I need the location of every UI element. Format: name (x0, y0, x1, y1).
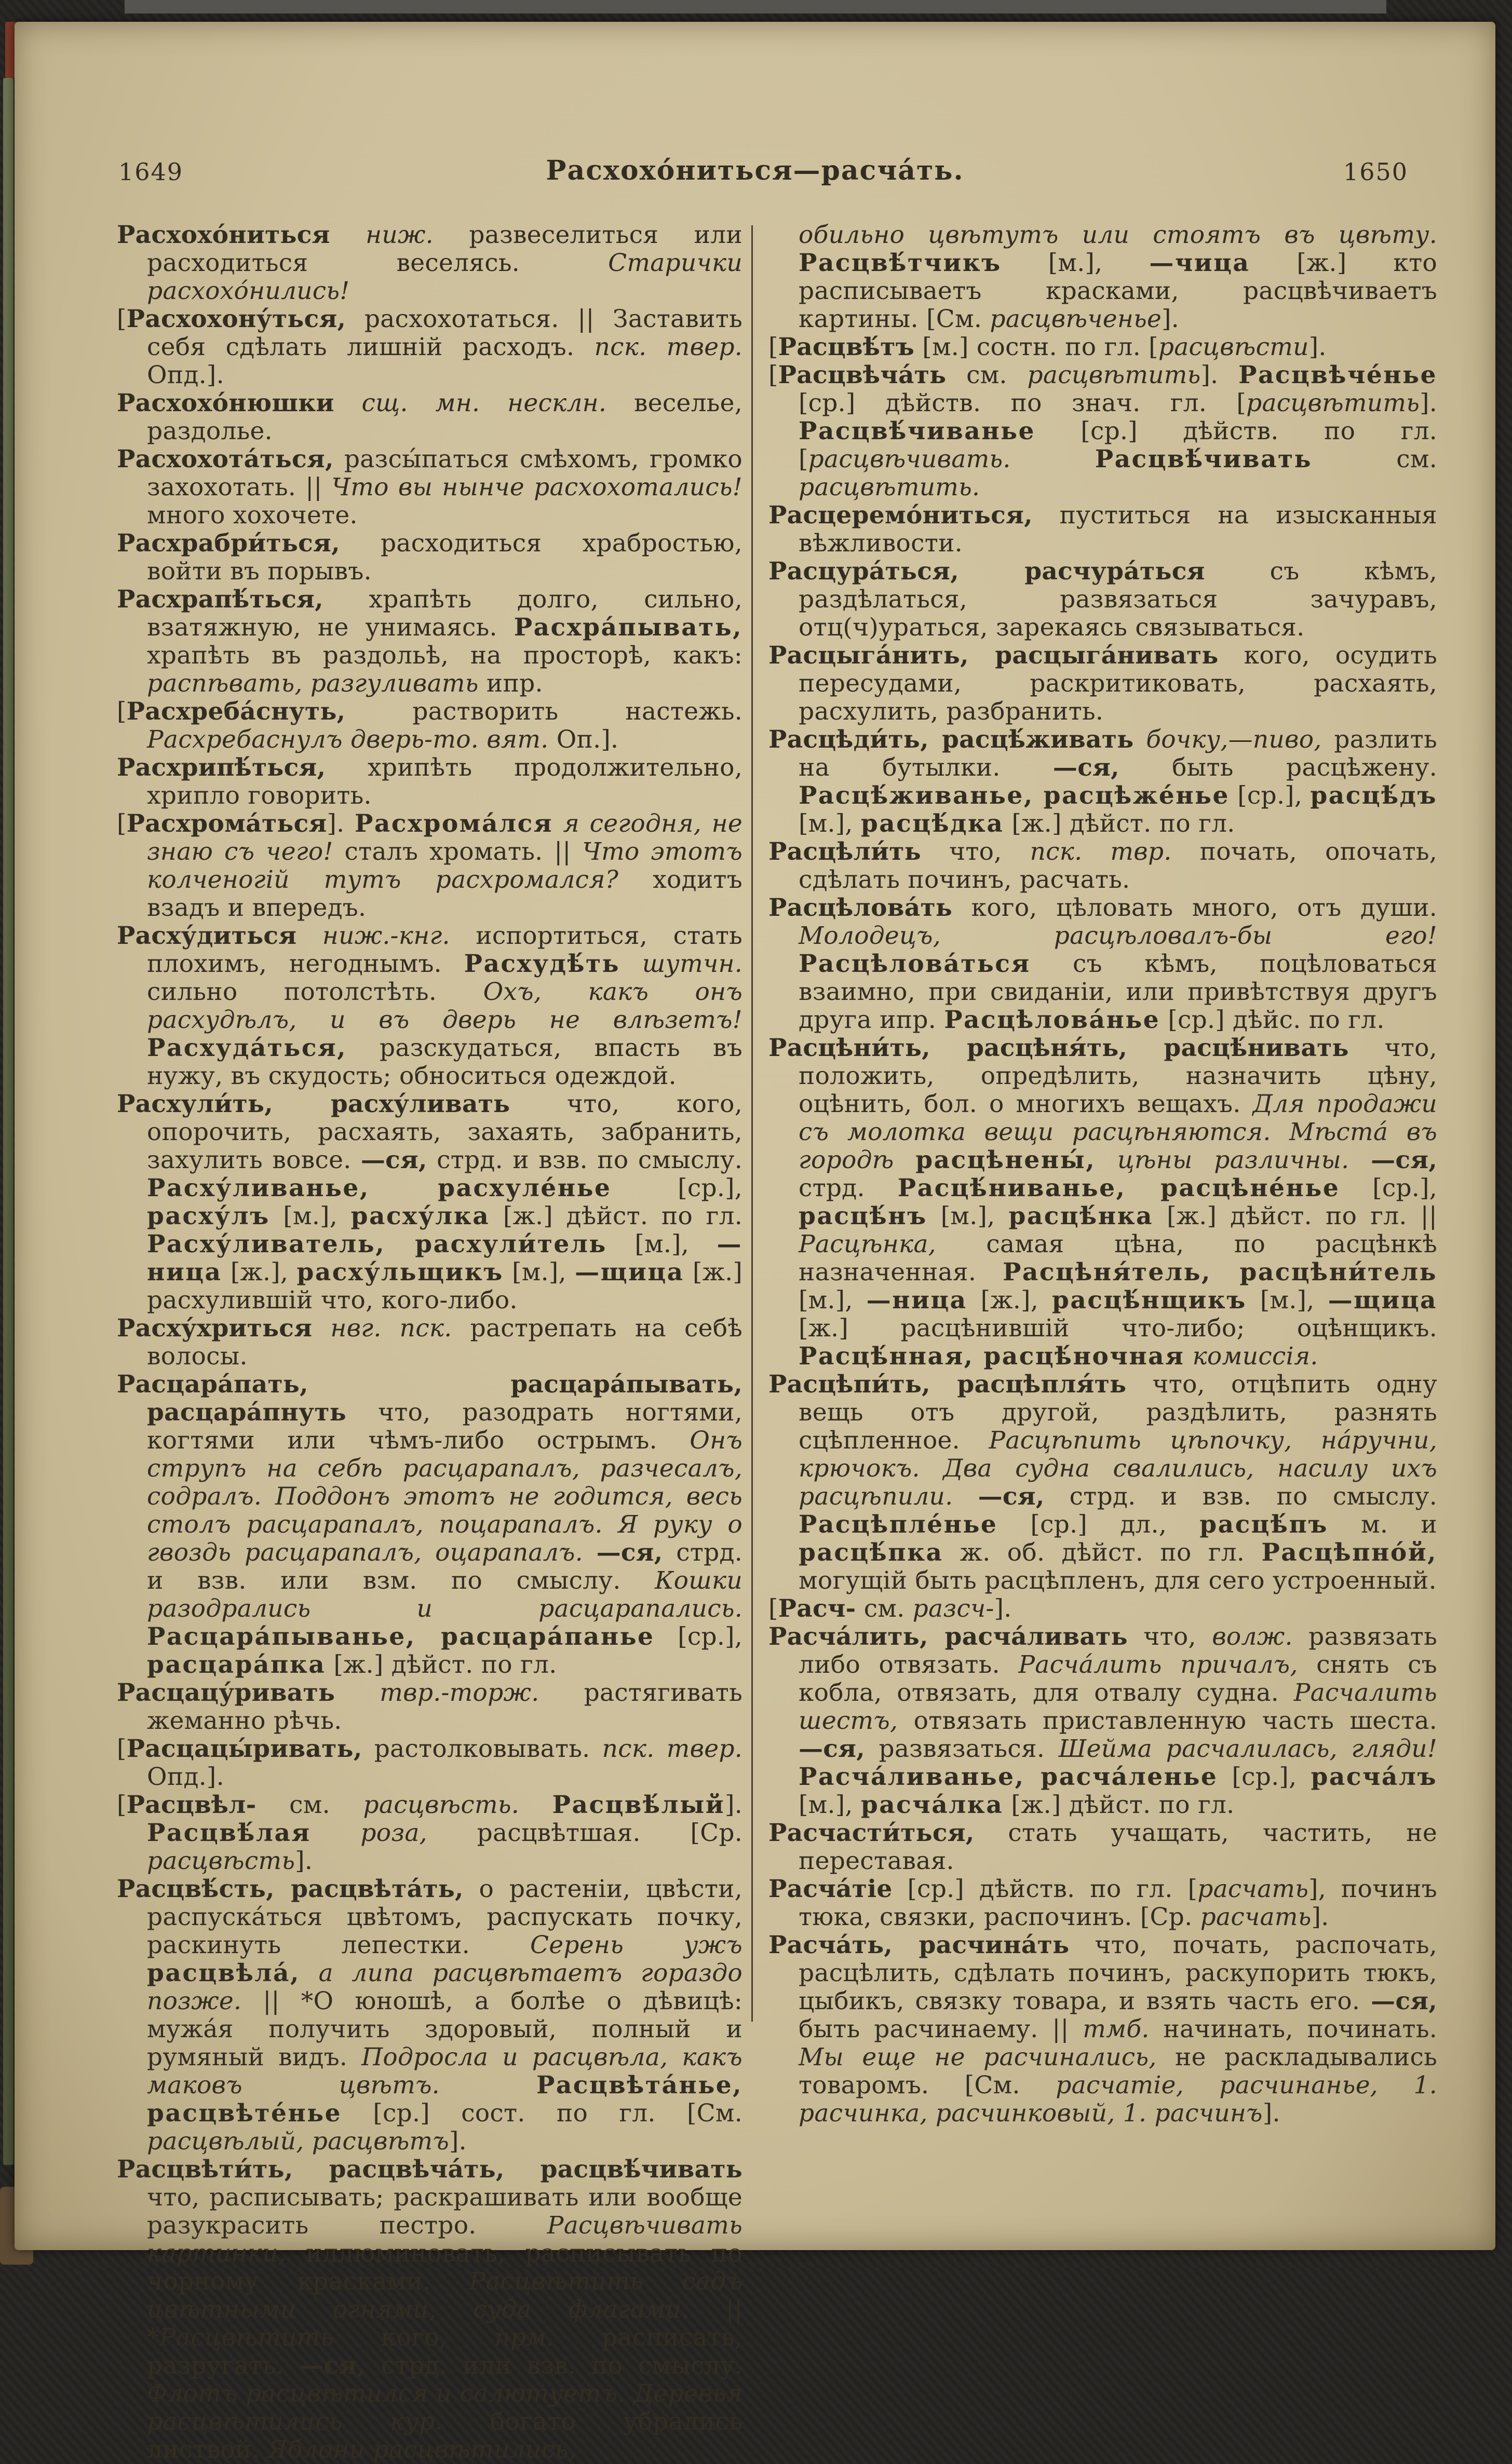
dictionary-entry: обильно цвѣтутъ или стоятъ въ цвѣту. Расцвѣ́тчикъ [м.], —чица [ж.] кто расписываетъ красками, расцвѣчиваетъ картины. [См. расцвѣченье]. (799, 221, 1438, 333)
book-spine-edge (3, 78, 14, 2165)
dictionary-entry: Расхохо́нюшки сщ. мн. несклн. веселье, раздолье. (117, 389, 743, 445)
dictionary-entry: Расцѣди́ть, расцѣ́живать бочку,—пиво, разлить на бутылки. —ся, быть расцѣжену. Расцѣ́живанье, расцѣже́нье [ср.], расцѣ́дъ [м.], расцѣ́дка [ж.] дѣйст. по гл. (768, 725, 1438, 838)
dictionary-entry: Расху́хриться нвг. пск. растрепать на себѣ волосы. (117, 1314, 743, 1371)
dictionary-entry: [Расхреба́снуть, растворить настежь. Расхребаснулъ дверь-то. вят. Оп.]. (117, 697, 743, 754)
dictionary-entry: [Расцвѣ́тъ [м.] состн. по гл. [расцвѣсти]. (768, 333, 1327, 361)
column-left (117, 221, 743, 2464)
dictionary-entry: Расцѣпи́ть, расцѣпля́ть что, отцѣпить одну вещь отъ другой, раздѣлить, разнять сцѣпленное. Расцѣпить цѣпочку, на́ручни, крючокъ. Два судна свалились, насилу ихъ расцѣпили. —ся, стрд. и взв. по смыслу. Расцѣпле́нье [ср.] дл., расцѣ́пъ м. и расцѣ́пка ж. об. дѣйст. по гл. Расцѣпно́й, могущій быть расцѣпленъ, для сего устроенный. (768, 1370, 1437, 1595)
book-edge-top (125, 0, 1386, 13)
dictionary-page (15, 22, 1495, 2464)
dictionary-entry: Расцвѣ́сть, расцвѣта́ть, о растеніи, цвѣсти, распуска́ться цвѣтомъ, распускать почку, раскинуть лепестки. Серень ужъ расцвѣла́, а липа расцвѣтаетъ гораздо позже. || *О юношѣ, а болѣе о дѣвицѣ: мужа́я получить здоровый, полный и румяный видъ. Подросла и расцвѣла, какъ маковъ цвѣтъ. Расцвѣта́нье, расцвѣте́нье [ср.] сост. по гл. [См. расцвѣлый, расцвѣтъ]. (117, 1875, 743, 2156)
dictionary-entry: Расхрапѣ́ться, храпѣть долго, сильно, взатяжную, не унимаясь. Расхра́пывать, храпѣть въ раздольѣ, на просторѣ, какъ: распѣвать, разгуливать ипр. (117, 585, 743, 698)
dictionary-entry: Расхули́ть, расху́ливать что, кого, опорочить, расхаять, захаять, забранить, захулить вовсе. —ся, стрд. и взв. по смыслу. Расху́ливанье, расхуле́нье [ср.], расху́лъ [м.], расху́лка [ж.] дѣйст. по гл. Расху́ливатель, расхули́тель [м.], —ница [ж.], расху́льщикъ [м.], —щица [ж.] расхулившій что, кого-либо. (117, 1090, 743, 1315)
dictionary-entry: Расху́диться ниж.-кнг. испортиться, стать плохимъ, негоднымъ. Расхудѣ́ть шутчн. сильно потолстѣть. Охъ, какъ онъ расхудѣлъ, и въ дверь не влѣзетъ! Расхуда́ться, разскудаться, впасть въ нужу, въ скудость; обноситься одеждой. (117, 922, 743, 1090)
dictionary-entry: Расцвѣти́ть, расцвѣча́ть, расцвѣ́чивать что, расписывать; раскрашивать или вообще разукрасить пестро. Расцвѣчивать картинки, иллюминовать, расписывать по чорному красками. Расцвѣтить садъ цвѣтными огнями, суда флагами. || *Расцвѣтить кого, прм. расписать, разругать. —ся, стрд. или взв. по смыслу. Флотъ расцвѣтился и салютуетъ. Деревья расцвѣтились кур. богато убрались листвой. Яблони расцвѣтились, (117, 2155, 743, 2464)
dictionary-entry: [Расцвѣча́ть см. расцвѣтить]. Расцвѣче́нье [ср.] дѣйств. по знач. гл. [расцвѣтить]. Расцвѣ́чиванье [ср.] дѣйств. по гл. [расцвѣчивать. Расцвѣ́чивать см. расцвѣтить. (768, 361, 1437, 502)
dictionary-entry: Расча́лить, расча́ливать что, волж. развязать либо отвязать. Расча́лить причалъ, снять съ кобла, отвязать, для отвалу судна. Расчалить шестъ, отвязать приставленную часть шеста. —ся, развязаться. Шейма расчалилась, гляди! Расча́ливанье, расча́ленье [ср.], расча́лъ [м.], расча́лка [ж.] дѣйст. по гл. (768, 1622, 1438, 1819)
running-title: Расхохо́ниться—расча́ть. (546, 155, 964, 186)
dictionary-entry: Расча́ть, расчина́ть что, почать, распочать, расцѣлить, сдѣлать починъ, раскупорить тюкъ, цыбикъ, связку товара, и взять часть его. —ся, быть расчинаему. || тмб. начинать, починать. Мы еще не расчинались, не раскладывались товаромъ. [См. расчатіе, расчинанье, 1. расчинка, расчинковый, 1. расчинъ]. (768, 1931, 1437, 2128)
dictionary-entry: [Расхохону́ться, расхохотаться. || Заставить себя сдѣлать лишній расходъ. пск. твер. Опд.]. (117, 305, 743, 389)
dictionary-entry: Расхохота́ться, разсы́паться смѣхомъ, громко захохотать. || Что вы нынче расхохотались! много хохочете. (117, 445, 743, 530)
dictionary-entry: Расцѣлова́ть кого, цѣловать много, отъ души. Молодецъ, расцѣловалъ-бы его! Расцѣлова́ться съ кѣмъ, поцѣловаться взаимно, при свиданіи, или привѣтствуя другъ друга ипр. Расцѣлова́нье [ср.] дѣйс. по гл. (768, 893, 1437, 1034)
column-divider (751, 225, 753, 2022)
dictionary-entry: Расхрабри́ться, расходиться храбростью, войти въ порывъ. (117, 529, 743, 586)
dictionary-entry: Расхохо́ниться ниж. развеселиться или расходиться веселясь. Старички расхохо́нились! (117, 221, 743, 305)
column-right (768, 221, 1437, 2128)
dictionary-entry: Расча́тіе [ср.] дѣйств. по гл. [расчать], починъ тюка, связки, распочинъ. [Ср. расчать]. (768, 1875, 1437, 1931)
page-number-right: 1650 (1343, 158, 1408, 186)
dictionary-entry: Расцура́ться, расчура́ться съ кѣмъ, раздѣлаться, развязаться зачуравъ, отц(ч)ураться, зарекаясь связываться. (768, 557, 1437, 642)
dictionary-entry: Расчасти́ться, стать учащать, частить, не переставая. (768, 1819, 1437, 1875)
page-number-left: 1649 (118, 158, 184, 186)
dictionary-entry: Расцара́пать, расцара́пывать, расцара́пнуть что, разодрать ногтями, когтями или чѣмъ-либо острымъ. Онъ струпъ на себѣ расцарапалъ, разчесалъ, содралъ. Поддонъ этотъ не годится, весь столъ расцарапалъ, поцарапалъ. Я руку о гвоздь расцарапалъ, оцарапалъ. —ся, стрд. и взв. или взм. по смыслу. Кошки разодрались и расцарапались. Расцара́пыванье, расцара́панье [ср.], расцара́пка [ж.] дѣйст. по гл. (117, 1370, 743, 1679)
dictionary-entry: Расхрипѣ́ться, хрипѣть продолжительно, хрипло говорить. (117, 753, 743, 810)
dictionary-entry: [Расч- см. разсч-]. (768, 1594, 1012, 1623)
dictionary-entry: [Расхрома́ться]. Расхрома́лся я сегодня, не знаю съ чего! сталъ хромать. || Что этотъ колченогій тутъ расхромался? ходитъ взадъ и впередъ. (117, 809, 743, 922)
dictionary-entry: [Расцвѣл- см. расцвѣсть. Расцвѣ́лый]. Расцвѣ́лая роза, расцвѣтшая. [Ср. расцвѣсть]. (117, 1791, 743, 1875)
dictionary-entry: [Расцацы́ривать, растолковывать. пск. твер. Опд.]. (117, 1735, 743, 1791)
dictionary-entry: Расцѣни́ть, расцѣня́ть, расцѣ́нивать что, положить, опредѣлить, назначить цѣну, оцѣнить, бол. о многихъ вещахъ. Для продажи съ молотка вещи расцѣняются. Мѣста́ въ городѣ расцѣнены́, цѣны различны. —ся, стрд. Расцѣ́ниванье, расцѣне́нье [ср.], расцѣ́нъ [м.], расцѣ́нка [ж.] дѣйст. по гл. || Расцѣнка, самая цѣна, по расцѣнкѣ назначенная. Расцѣня́тель, расцѣни́тель [м.], —ница [ж.], расцѣ́нщикъ [м.], —щица [ж.] расцѣнившій что-либо; оцѣнщикъ. Расцѣ́нная, расцѣ́ночная комиссія. (768, 1034, 1438, 1371)
dictionary-entry: Расцыга́нить, расцыга́нивать кого, осудить пересудами, раскритиковать, расхаять, расхулить, разбранить. (768, 641, 1437, 726)
dictionary-entry: Расцацу́ривать твр.-торж. растягивать жеманно рѣчь. (117, 1678, 743, 1735)
dictionary-entry: Расцѣли́ть что, пск. твр. почать, опочать, сдѣлать починъ, расчать. (768, 837, 1438, 894)
dictionary-entry: Расцеремо́ниться, пуститься на изысканныя вѣжливости. (768, 501, 1437, 558)
